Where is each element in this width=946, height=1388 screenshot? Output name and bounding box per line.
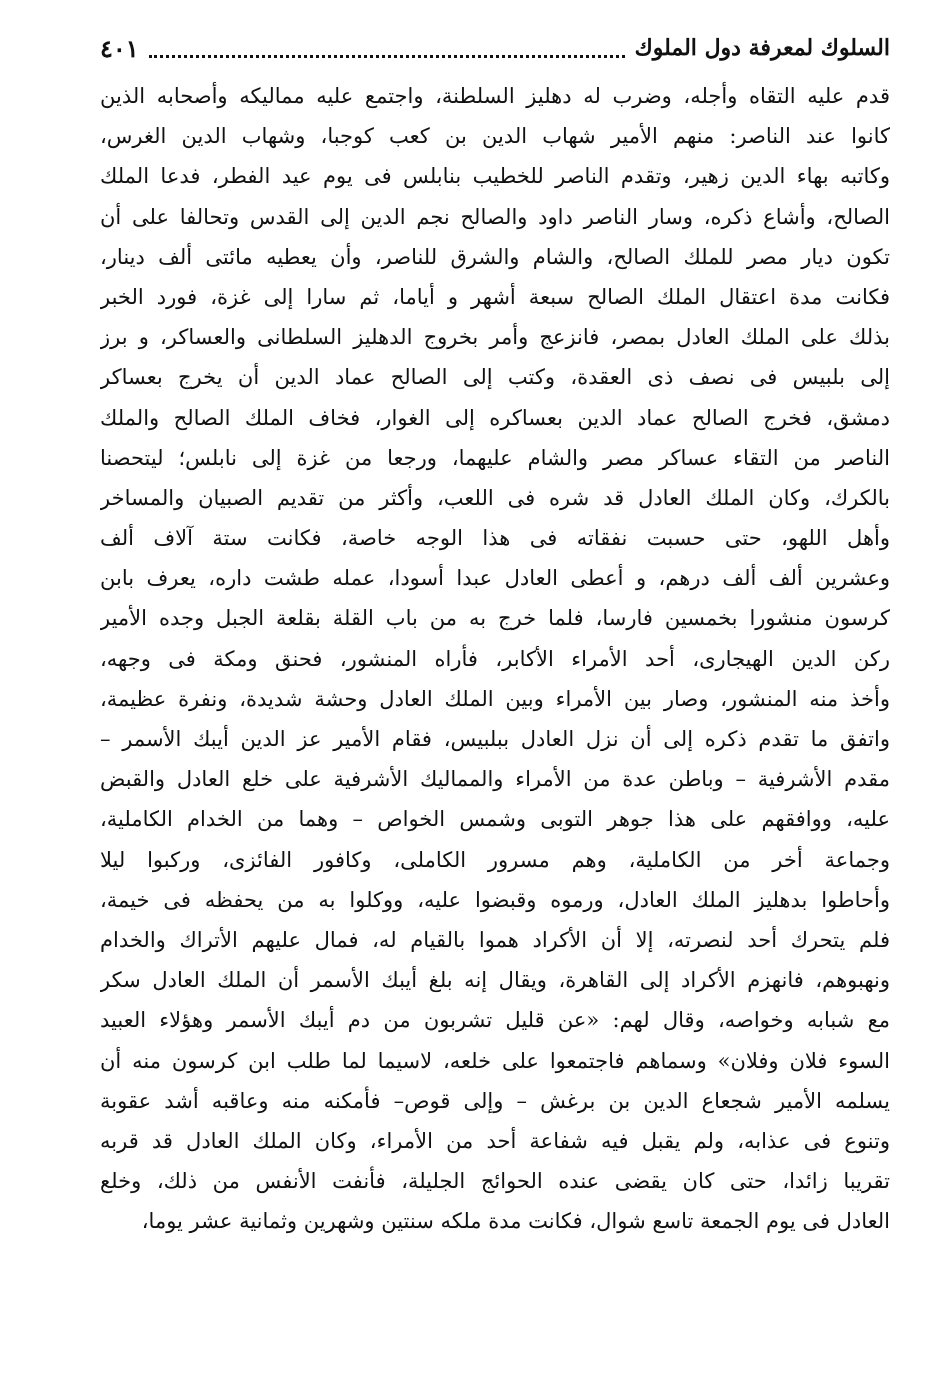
text-line: الصالح، وأشاع ذكره، وسار الناصر داود والصالح نجم الدين إلى القدس وتحالفا على أن bbox=[100, 204, 890, 229]
page-header bbox=[100, 28, 890, 68]
text-line: ركن الدين الهيجارى، أحد الأمراء الأكابر، فأراه المنشور، فحنق ومكة فى وجهه، bbox=[100, 646, 890, 671]
text-line: بالكرك، وكان الملك العادل قد شره فى اللعب، وأكثر من تقديم الصبيان والمساخر bbox=[100, 485, 890, 510]
text-line: كرسون منشورا بخمسين فارسا، فلما خرج به من باب القلة بقلعة الجبل وجده الأمير bbox=[100, 606, 890, 631]
text-line: الناصر من التقاء عساكر مصر والشام عليهما، ورجعا من غزة إلى نابلس؛ ليتحصنا bbox=[100, 445, 890, 470]
text-line: فلم يتحرك أحد لنصرته، إلا أن الأكراد هموا بالقيام له، فمال عليهم الأتراك والخدام bbox=[100, 927, 890, 952]
text-line: تقريبا زائدا، حتى كان يقضى عنده الحوائج الجليلة، فأنفت الأنفس من ذلك، وخلع bbox=[100, 1169, 890, 1194]
text-line: وأخذ منه المنشور، وصار بين الأمراء وبين الملك العادل وحشة شديدة، ونفرة عظيمة، bbox=[100, 686, 890, 711]
text-line: عليه، ووافقهم على هذا جوهر التوبى وشمس الخواص – وهما من الخدام الكاملية، bbox=[100, 807, 890, 832]
text-line: وجماعة أخر من الكاملية، وهم مسرور الكاملى، وكافور الفائزى، وركبوا ليلا bbox=[100, 847, 890, 872]
text-line: السوء فلان وفلان» وسماهم فاجتمعوا على خلعه، لاسيما لما طلب ابن كرسون منه أن bbox=[100, 1048, 890, 1073]
text-line: يسلمه الأمير شجعاع الدين بن برغش – وإلى قوص– فأمكنه منه وعاقبه أشد عقوبة bbox=[100, 1088, 890, 1113]
text-line: العادل فى يوم الجمعة تاسع شوال، فكانت مدة ملكه سنتين وشهرين وثمانية عشر يوما، bbox=[141, 1209, 890, 1234]
text-line: مقدم الأشرفية – وباطن عدة من الأمراء والمماليك الأشرفية على خلع العادل والقبض bbox=[100, 767, 890, 792]
text-line: إلى بلبيس فى نصف ذى العقدة، وكتب إلى الصالح عماد الدين أن يخرج بعساكر bbox=[100, 365, 890, 390]
text-line: بذلك على الملك العادل بمصر، فانزعج وأمر بخروج الدهليز السلطانى والعساكر، و برز bbox=[100, 325, 890, 350]
text-line: وتنوع فى عذابه، ولم يقبل فيه شفاعة أحد من الأمراء، وكان الملك العادل قد قربه bbox=[100, 1128, 890, 1153]
page-number: ٤٠١ bbox=[100, 33, 139, 63]
text-line: فكانت مدة اعتقال الملك الصالح سبعة أشهر و أياما، ثم سارا إلى غزة، فورد الخبر bbox=[100, 284, 890, 309]
text-line: وأحاطوا بدهليز الملك العادل، ورموه وقبضوا عليه، ووكلوا به من يحفظه فى خيمة، bbox=[100, 887, 890, 912]
running-title: السلوك لمعرفة دول الملوك bbox=[634, 35, 890, 61]
text-line: دمشق، فخرج الصالح عماد الدين بعساكره إلى الغوار، فخاف الملك الصالح والملك bbox=[100, 405, 890, 430]
text-line: تكون ديار مصر للملك الصالح، والشام والشرق للناصر، وأن يعطيه مائتى ألف دينار، bbox=[100, 244, 890, 269]
text-line: وعشرين ألف ألف درهم، و أعطى العادل عبدا أسودا، عمله طشت داره، يعرف بابن bbox=[100, 566, 890, 591]
text-line: مع شبابه وخواصه، وقال لهم: «عن قليل تشربون من دم أيبك الأسمر وهؤلاء العبيد bbox=[100, 1008, 890, 1033]
text-line: وكاتبه بهاء الدين زهير، وتقدم الناصر للخطيب بنابلس فى يوم عيد الفطر، فدعا الملك bbox=[100, 164, 890, 189]
text-line: واتفق ما تقدم ذكره إلى أن نزل العادل ببلبيس، فقام الأمير عز الدين أيبك الأسمر – bbox=[100, 727, 890, 751]
text-line: قدم عليه التقاه وأجله، وضرب له دهليز السلطنة، واجتمع عليه مماليكه وأصحابه الذين bbox=[100, 84, 890, 108]
text-line: وأهل اللهو، حتى حسبت نفقاته فى هذا الوجه خاصة، فكانت ستة آلاف ألف bbox=[100, 526, 890, 551]
leader-dots bbox=[149, 55, 625, 58]
body-text bbox=[100, 76, 890, 1241]
text-line: ونهبوهم، فانهزم الأكراد إلى القاهرة، ويقال إنه بلغ أيبك الأسمر أن الملك العادل سكر bbox=[100, 968, 890, 993]
text-line: كانوا عند الناصر: منهم الأمير شهاب الدين بن كعب كوجبا، وشهاب الدين الغرس، bbox=[100, 124, 890, 149]
